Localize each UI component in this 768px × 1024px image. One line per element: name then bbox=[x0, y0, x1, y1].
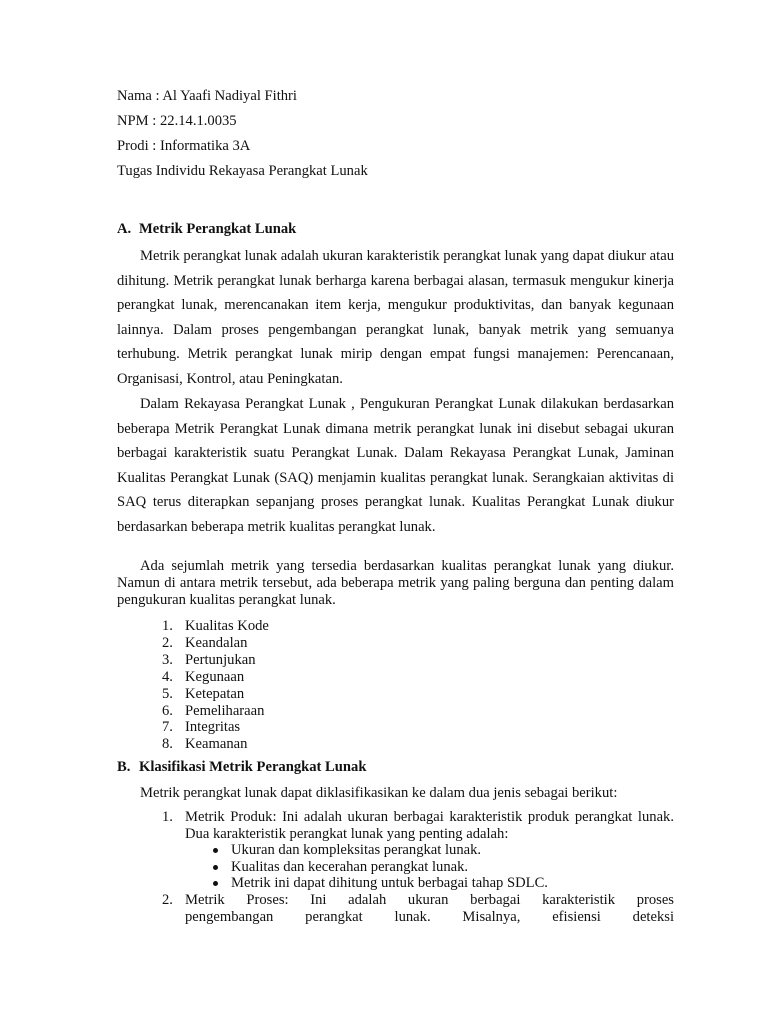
section-a-paragraph-3: Ada sejumlah metrik yang tersedia berdasarkan kualitas perangkat lunak yang diukur. Namun di antara metrik tersebut, ada beberapa metrik yang paling berguna dan penting dalam pengukuran kualitas perangkat lunak. bbox=[117, 558, 674, 609]
list-item: 2. Keandalan bbox=[162, 634, 248, 651]
bullet-item: Ukuran dan kompleksitas perangkat lunak. bbox=[185, 842, 674, 859]
bullet-icon bbox=[213, 848, 218, 853]
list-item: 3. Pertunjukan bbox=[162, 651, 256, 668]
bullet-icon bbox=[213, 865, 218, 870]
list-item: 1. Kualitas Kode bbox=[162, 618, 269, 634]
student-npm: NPM : 22.14.1.0035 bbox=[117, 113, 237, 129]
product-metrics-bullets bbox=[185, 842, 674, 892]
list-item: 8. Keamanan bbox=[162, 736, 248, 753]
list-item: 5. Ketepatan bbox=[162, 685, 245, 702]
section-b-heading bbox=[117, 759, 366, 776]
metric-types-list bbox=[162, 809, 674, 925]
assignment-title: Tugas Individu Rekayasa Perangkat Lunak bbox=[117, 163, 368, 179]
bullet-icon bbox=[213, 881, 218, 886]
student-name: Nama : Al Yaafi Nadiyal Fithri bbox=[117, 88, 297, 104]
section-b-title: Klasifikasi Metrik Perangkat Lunak bbox=[139, 759, 367, 775]
list-item-process-metrics: 2. Metrik Proses: Ini adalah ukuran berbagai karakteristik proses pengembangan perangkat lunak. Misalnya, efisiensi deteksi bbox=[162, 891, 674, 925]
section-a-paragraph-1: Metrik perangkat lunak adalah ukuran karakteristik perangkat lunak yang dapat diukur atau dihitung. Metrik perangkat lunak berharga karena berbagai alasan, termasuk mengukur kinerja perangkat lunak, merencanakan item kerja, mengukur produktivitas, dan banyak kegunaan lainnya. Dalam proses pengembangan perangkat lunak, banyak metrik yang semuanya terhubung. Metrik perangkat lunak mirip dengan empat fungsi manajemen: Perencanaan, Organisasi, Kontrol, atau Peningkatan. bbox=[117, 248, 674, 387]
bullet-item: Metrik ini dapat dihitung untuk berbagai tahap SDLC. bbox=[185, 875, 674, 892]
quality-metrics-list bbox=[162, 618, 269, 753]
bullet-item: Kualitas dan kecerahan perangkat lunak. bbox=[185, 859, 674, 876]
section-b-letter: B. bbox=[117, 759, 131, 775]
section-a-letter: A. bbox=[117, 221, 132, 237]
student-prodi: Prodi : Informatika 3A bbox=[117, 138, 251, 154]
section-a-paragraph-2: Dalam Rekayasa Perangkat Lunak , Pengukuran Perangkat Lunak dilakukan berdasarkan beberapa Metrik Perangkat Lunak dimana metrik perangkat lunak ini disebut sebagai ukuran berbagai karakteristik suatu Perangkat Lunak. Dalam Rekayasa Perangkat Lunak, Jaminan Kualitas Perangkat Lunak (SAQ) menjamin kualitas perangkat lunak. Serangkaian aktivitas di SAQ terus diterapkan sepanjang proses perangkat lunak. Kualitas Perangkat Lunak diukur berdasarkan beberapa metrik kualitas perangkat lunak. bbox=[117, 396, 674, 535]
list-item: 6. Pemeliharaan bbox=[162, 702, 265, 719]
list-item: 7. Integritas bbox=[162, 719, 241, 736]
section-a-title: Metrik Perangkat Lunak bbox=[139, 221, 297, 237]
section-a-heading bbox=[117, 221, 296, 238]
section-b-intro: Metrik perangkat lunak dapat diklasifikasikan ke dalam dua jenis sebagai berikut: bbox=[140, 785, 618, 801]
list-item-product-metrics: 1. Metrik Produk: Ini adalah ukuran berbagai karakteristik produk perangkat lunak. Dua karakteristik perangkat lunak yang penting adalah: Ukuran dan kompleksitas perangkat lunak. Kualitas dan kecerahan perangkat lunak. Metrik ini dapat dihitung untuk berbagai tahap SDLC. bbox=[162, 809, 674, 892]
list-item: 4. Kegunaan bbox=[162, 668, 245, 685]
